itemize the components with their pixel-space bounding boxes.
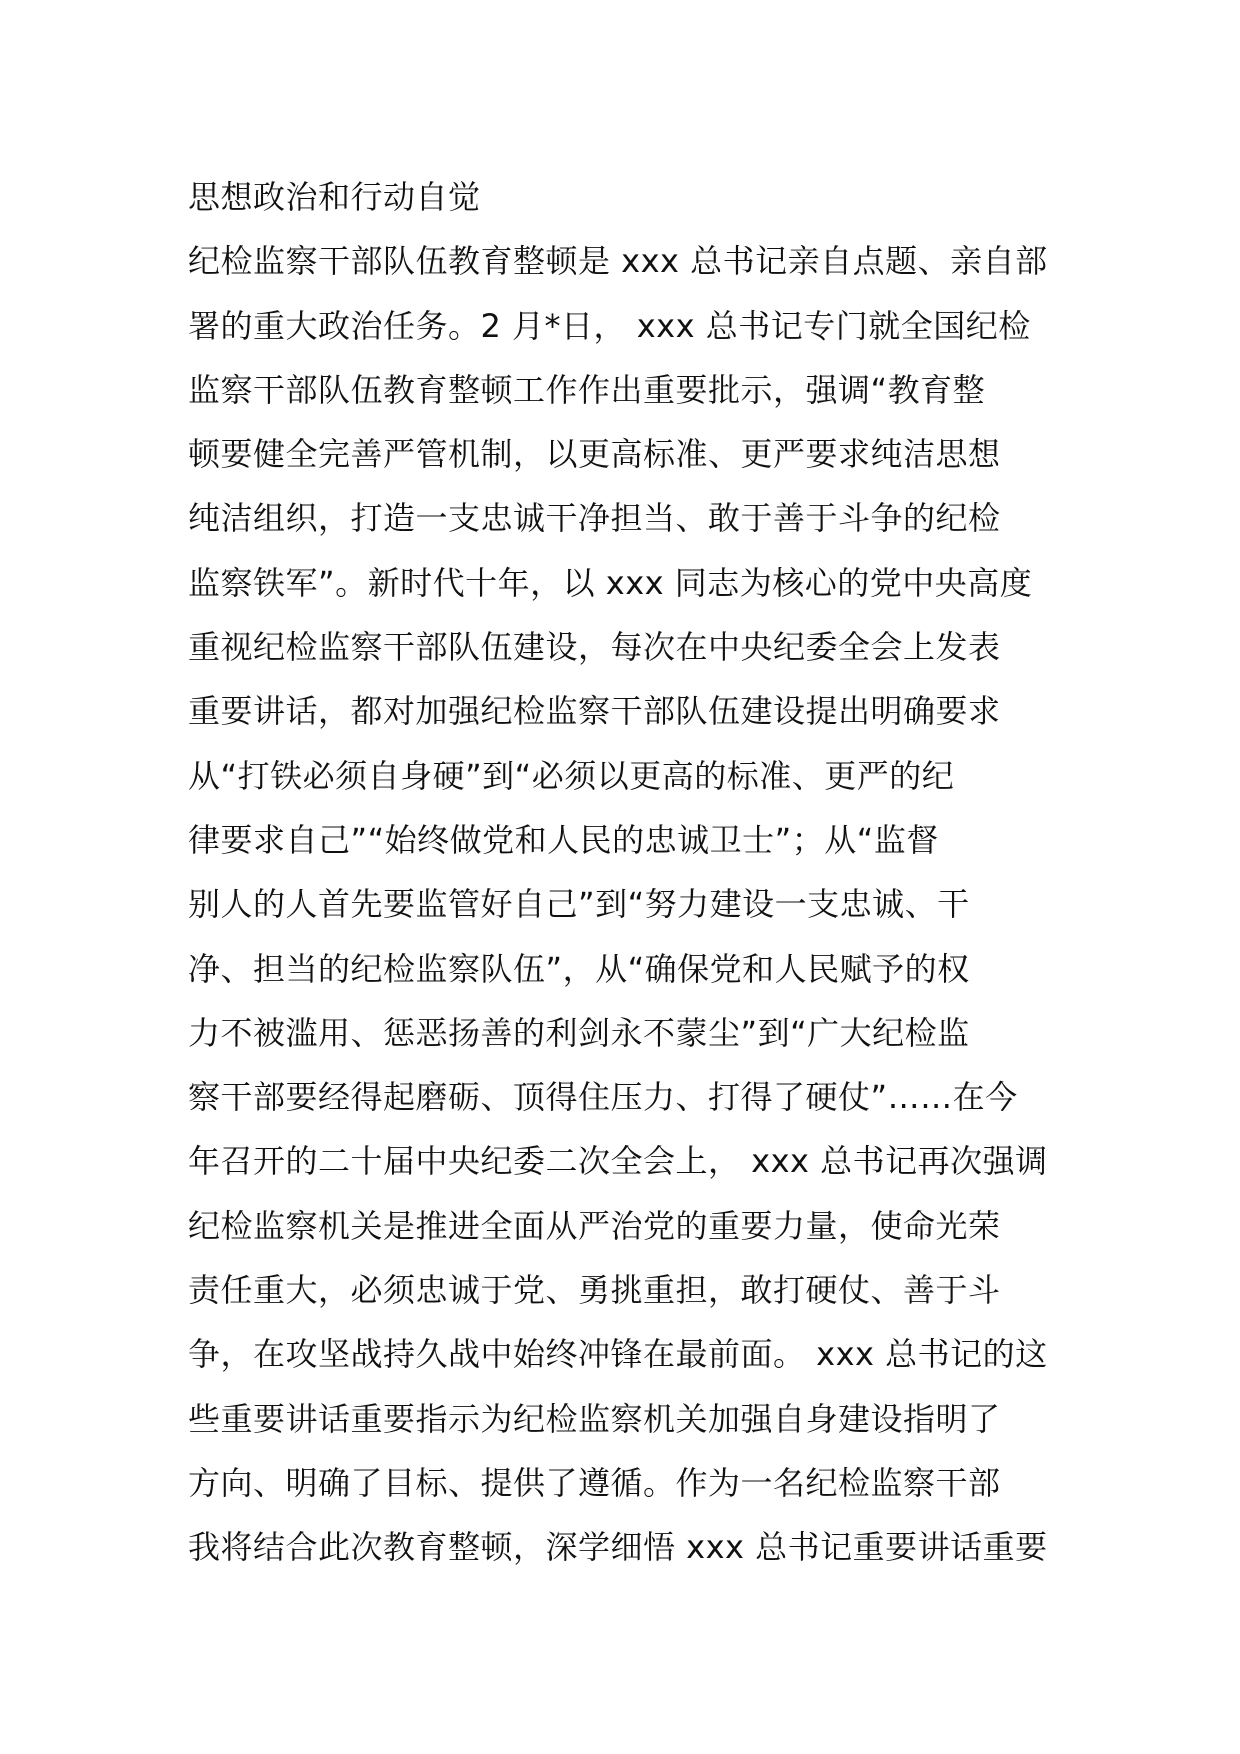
text-line: 责任重大，必须忠诚于党、勇挑重担，敢打硬仗、善于斗 — [188, 1271, 1001, 1310]
text-line: 方向、明确了目标、提供了遵循。作为一名纪检监察干部 — [188, 1463, 1001, 1502]
text-line: 察干部要经得起磨砺、顶得住压力、打得了硬仗”……在今 — [188, 1078, 1018, 1117]
text-line: 别人的人首先要监管好自己”到“努力建设一支忠诚、干 — [188, 885, 970, 924]
text-line: 重视纪检监察干部队伍建设，每次在中央纪委全会上发表 — [188, 628, 1001, 667]
text-line: 思想政治和行动自觉 — [188, 178, 481, 216]
text-line: 净、担当的纪检监察队伍”，从“确保党和人民赋予的权 — [188, 949, 970, 988]
text-line: 重要讲话，都对加强纪检监察干部队伍建设提出明确要求 — [188, 692, 1001, 731]
text-line: 我将结合此次教育整顿，深学细悟 xxx 总书记重要讲话重要 — [188, 1528, 1048, 1567]
text-line: 律要求自己”“始终做党和人民的忠诚卫士”；从“监督 — [188, 820, 939, 859]
text-line: 从“打铁必须自身硬”到“必须以更高的标准、更严的纪 — [188, 756, 955, 795]
text-line: 顿要健全完善严管机制，以更高标准、更严要求纯洁思想 — [188, 435, 1001, 474]
text-line: 纪检监察干部队伍教育整顿是 xxx 总书记亲自点题、亲自部 — [188, 242, 1048, 281]
text-line: 力不被滥用、惩恶扬善的利剑永不蒙尘”到“广大纪检监 — [188, 1013, 970, 1052]
text-line: 监察铁军”。新时代十年，以 xxx 同志为核心的党中央高度 — [188, 563, 1033, 602]
text-line: 争，在攻坚战持久战中始终冲锋在最前面。 xxx 总书记的这 — [188, 1335, 1048, 1374]
text-line: 纪检监察机关是推进全面从严治党的重要力量，使命光荣 — [188, 1206, 1001, 1245]
text-line: 监察干部队伍教育整顿工作作出重要批示，强调“教育整 — [188, 370, 986, 409]
text-line: 年召开的二十届中央纪委二次全会上， xxx 总书记再次强调 — [188, 1142, 1048, 1181]
text-line: 纯洁组织，打造一支忠诚干净担当、敢于善于斗争的纪检 — [188, 499, 1001, 538]
body-text — [188, 165, 1068, 1580]
text-line: 署的重大政治任务。2 月*日， xxx 总书记专门就全国纪检 — [188, 306, 1031, 345]
text-line: 些重要讲话重要指示为纪检监察机关加强自身建设指明了 — [188, 1399, 1001, 1438]
